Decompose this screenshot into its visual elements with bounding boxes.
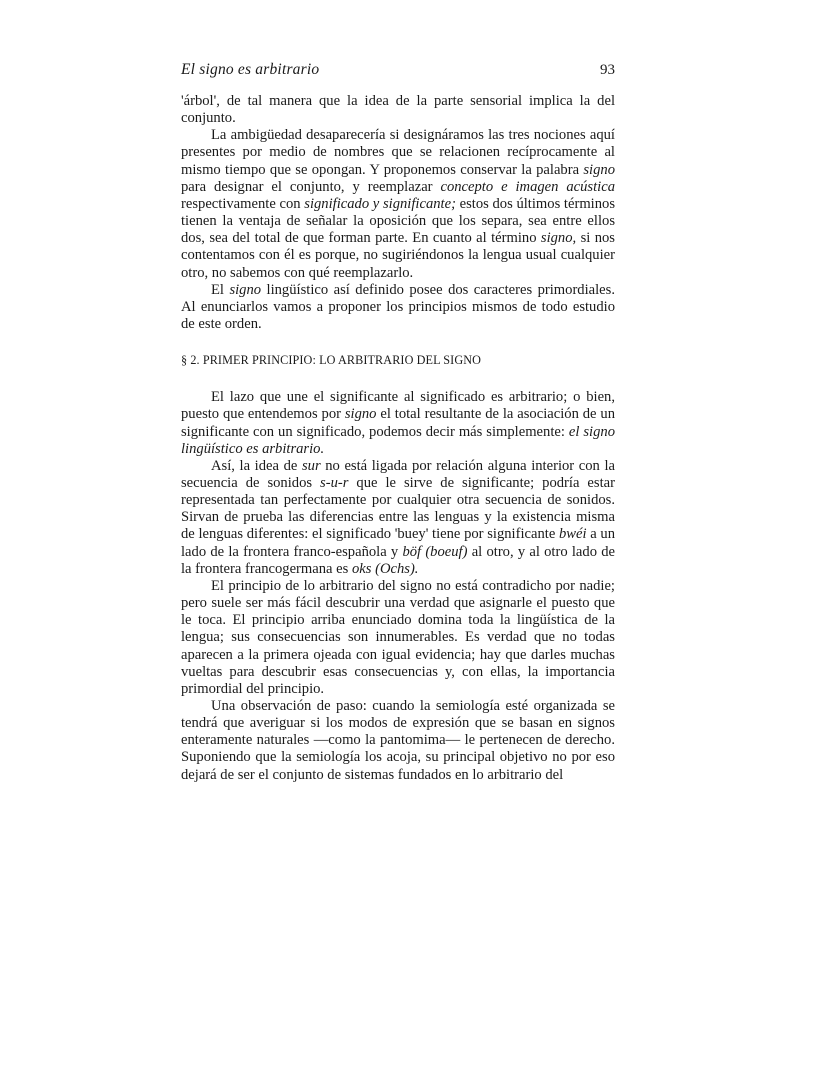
italic-text: concepto e imagen acústica (440, 178, 615, 195)
italic-text: el signo lingüístico es arbitrario. (181, 423, 615, 457)
text-segment: El (211, 281, 230, 298)
chapter-title: El signo es arbitrario (181, 61, 320, 78)
text-segment: 'árbol', de tal manera que la idea de la parte sensorial implica la del conjunto. (181, 93, 615, 127)
paragraph (181, 282, 615, 333)
italic-text: sur (301, 457, 321, 474)
paragraph (181, 698, 615, 784)
italic-text: signo (344, 406, 377, 423)
italic-text: signo (583, 161, 615, 178)
italic-text: signo, (540, 230, 577, 247)
text-segment: a un lado de la frontera franco-española y (181, 526, 615, 560)
text-segment: respectivamente con (181, 195, 305, 212)
text-segment: La ambigüedad desaparecería si designáramos las tres nociones aquí presentes por medio de nombres que se relacionen recíprocamente al mismo tiempo que se opongan. Y proponemos conservar la palabra (181, 127, 615, 178)
italic-text: signo (229, 281, 262, 298)
running-head (181, 60, 615, 80)
italic-text: oks (Ochs). (351, 560, 419, 577)
text-segment: si nos contentamos con él es porque, no sugiriéndonos la lengua usual cualquier otro, no sabemos con qué reemplazarlo. (181, 230, 615, 281)
text-segment: el total resultante de la asociación de un significante con un significado, podemos decir más simplemente: (181, 406, 615, 440)
paragraph (181, 389, 615, 458)
italic-text: s-u-r (320, 474, 349, 491)
italic-text: bwéi (558, 526, 587, 543)
text-segment: El principio de lo arbitrario del signo no está contradicho por nadie; pero suele ser más fácil descubrir una verdad que asignarle el puesto que le toca. El principio arriba enunciado domina toda la lingüística de la lengua; sus consecuencias son innumerables. Es verdad que no todas aparecen a la primera ojeada con igual evidencia; hay que darles muchas vueltas para descubrir esas consecuencias y, con ellas, la importancia primordial del principio. (181, 577, 615, 697)
paragraphs-after-section (181, 389, 615, 784)
italic-text: böf (boeuf) (402, 543, 468, 560)
section-heading: § 2. PRIMER PRINCIPIO: LO ARBITRARIO DEL SIGNO (181, 353, 482, 368)
paragraph (181, 127, 615, 281)
text-segment: al otro, y al otro lado de la frontera francogermana es (181, 543, 615, 577)
italic-text: significado y significante; (304, 195, 456, 212)
text-segment: Una observación de paso: cuando la semiología esté organizada se tendrá que averiguar si los modos de expresión que se basan en signos enteramente naturales —como la pantomima— le pertenecen de derecho. Suponiendo que la semiología los acoja, su principal objetivo no por eso dejará de ser el conjunto de sistemas fundados en lo arbitrario del (181, 698, 615, 783)
paragraph (181, 578, 615, 698)
paragraphs-before-section (181, 93, 615, 333)
text-segment: no está ligada por relación alguna interior con la secuencia de sonidos (181, 457, 615, 491)
paragraph (181, 458, 615, 578)
text-segment: estos dos últimos términos tienen la ventaja de señalar la oposición que los separa, sea entre ellos dos, sea del total de que forman parte. En cuanto al término (181, 195, 615, 247)
text-segment: lingüístico así definido posee dos caracteres primordiales. Al enunciarlos vamos a proponer los principios mismos de todo estudio de este orden. (181, 281, 615, 333)
body-text (181, 93, 615, 784)
book-page (181, 60, 615, 784)
text-segment: El lazo que une el significante al significado es arbitrario; o bien, puesto que entendemos por (181, 389, 615, 423)
page-number: 93 (600, 62, 615, 78)
paragraph (181, 93, 615, 127)
text-segment: que le sirve de significante; podría estar representada tan perfectamente por cualquier otra secuencia de sonidos. Sirvan de prueba las diferencias entre las lenguas y la existencia misma de lenguas diferentes: el significado 'buey' tiene por significante (181, 474, 615, 543)
text-segment: para designar el conjunto, y reemplazar (181, 178, 441, 195)
text-segment: Así, la idea de (211, 457, 302, 474)
